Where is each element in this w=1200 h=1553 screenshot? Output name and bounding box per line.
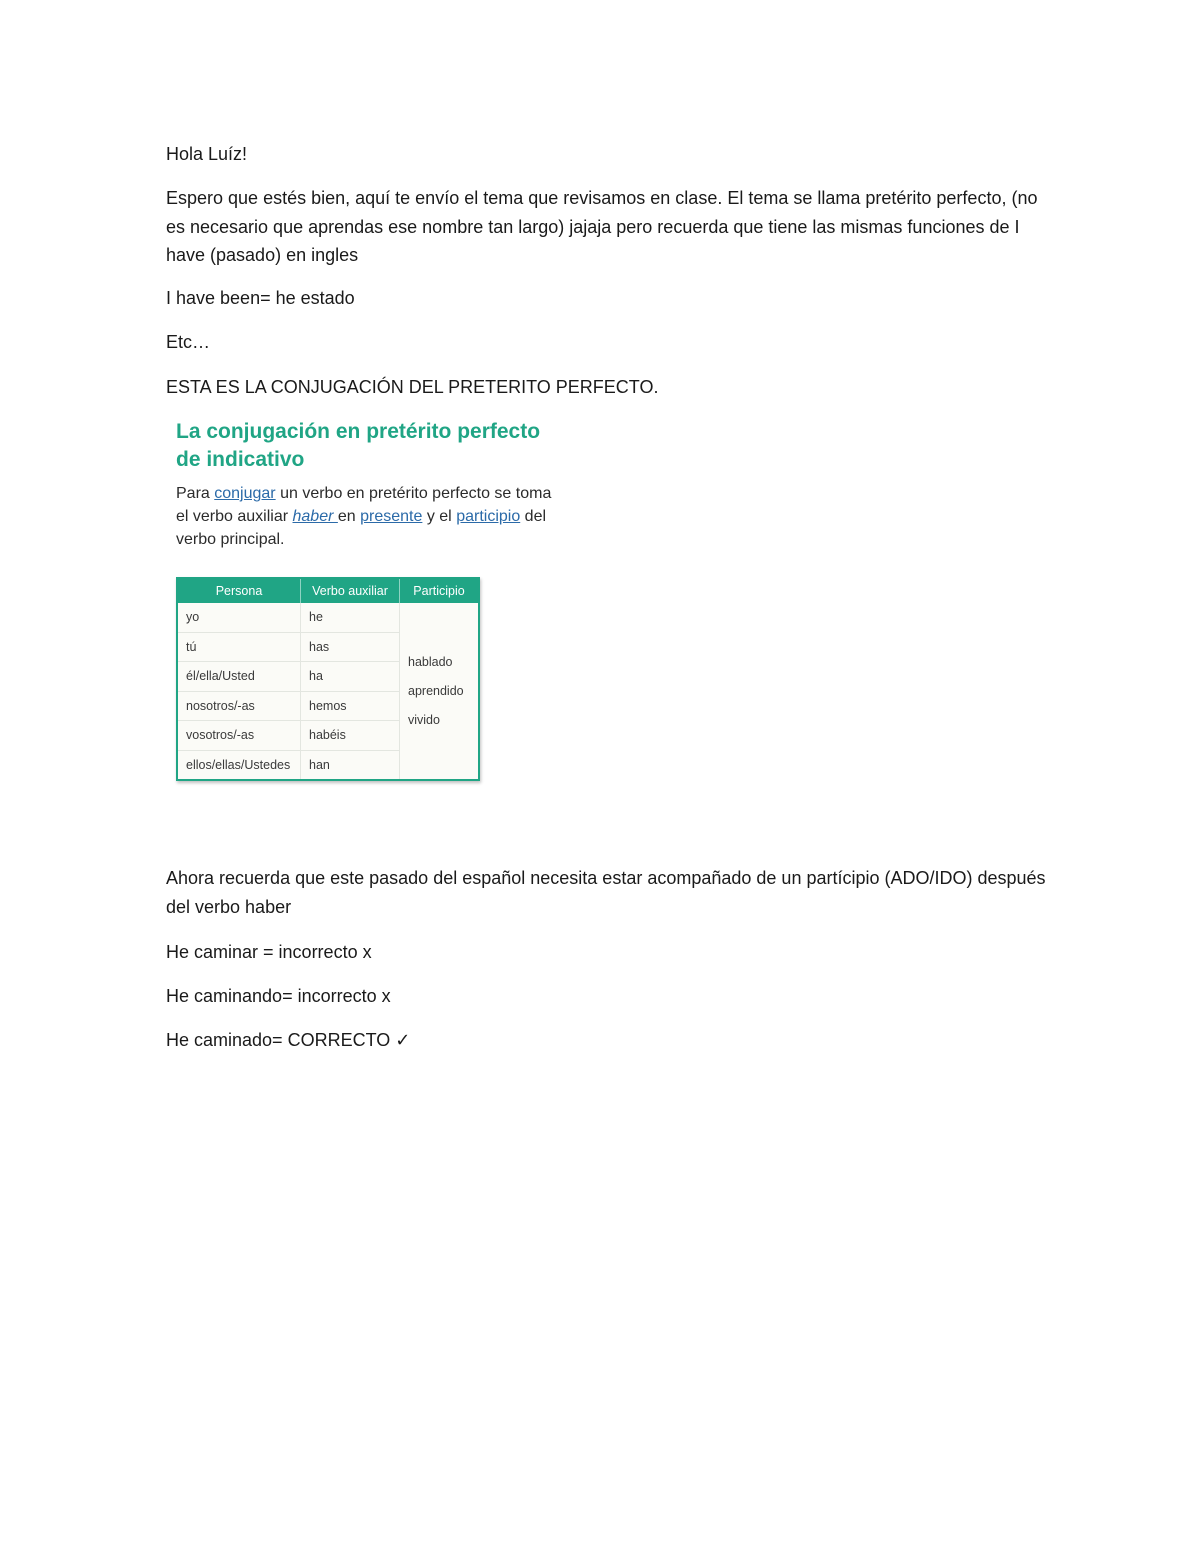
persona-cell: nosotros/-as — [177, 691, 301, 721]
conjugation-heading: ESTA ES LA CONJUGACIÓN DEL PRETERITO PERFECTO. — [166, 377, 659, 397]
persona-cell: yo — [177, 603, 301, 632]
link-conjugar[interactable]: conjugar — [214, 485, 276, 502]
desc-text-4: y el — [422, 508, 457, 525]
persona-cell: ellos/ellas/Ustedes — [177, 750, 301, 780]
participle-hablado: hablado — [408, 654, 453, 669]
etc-line: Etc… — [166, 332, 211, 352]
example-correct: He caminado= CORRECTO ✓ — [166, 1030, 411, 1050]
conjugation-table — [176, 577, 480, 781]
auxiliar-cell: ha — [301, 662, 400, 692]
table-header-row — [177, 578, 479, 603]
header-verbo-auxiliar: Verbo auxiliar — [301, 578, 400, 603]
link-haber[interactable]: haber — [292, 508, 338, 525]
persona-cell: vosotros/-as — [177, 721, 301, 751]
desc-text-3: en — [337, 508, 361, 525]
link-presente[interactable]: presente — [360, 508, 423, 525]
participle-vivido: vivido — [408, 712, 440, 727]
auxiliar-cell: hemos — [301, 691, 400, 721]
table-row — [177, 603, 479, 632]
desc-text-5: del verbo principal. — [176, 508, 547, 548]
link-participio[interactable]: participio — [456, 508, 521, 525]
embed-title — [176, 418, 566, 474]
embed-title-line1: La conjugación en pretérito perfecto — [176, 420, 541, 443]
embed-description — [176, 482, 566, 551]
conjugation-image — [170, 412, 570, 792]
reminder-paragraph: Ahora recuerda que este pasado del español necesita estar acompañado de un partícipio (ADO/IDO) después del verbo haber — [166, 868, 1046, 917]
auxiliar-cell: habéis — [301, 721, 400, 751]
intro-paragraph: Espero que estés bien, aquí te envío el tema que revisamos en clase. El tema se llama pretérito perfecto, (no es necesario que aprendas ese nombre tan largo) jajaja pero recuerda que tiene las mismas funciones de I have (pasado) en ingles — [166, 188, 1038, 265]
auxiliar-cell: has — [301, 632, 400, 662]
embed-title-line2: de indicativo — [176, 448, 305, 471]
example-wrong-1: He caminar = incorrecto x — [166, 942, 372, 962]
header-participio: Participio — [400, 578, 480, 603]
participle-aprendido: aprendido — [408, 683, 464, 698]
auxiliar-cell: he — [301, 603, 400, 632]
example-line: I have been= he estado — [166, 288, 355, 308]
desc-text-1: Para — [176, 485, 215, 502]
greeting: Hola Luíz! — [166, 144, 248, 164]
example-wrong-2: He caminando= incorrecto x — [166, 986, 391, 1006]
header-persona: Persona — [177, 578, 301, 603]
persona-cell: él/ella/Usted — [177, 662, 301, 692]
persona-cell: tú — [177, 632, 301, 662]
desc-text-2: un verbo en pretérito perfecto se toma el verbo auxiliar — [176, 485, 552, 525]
participio-cell — [400, 603, 480, 780]
auxiliar-cell: han — [301, 750, 400, 780]
